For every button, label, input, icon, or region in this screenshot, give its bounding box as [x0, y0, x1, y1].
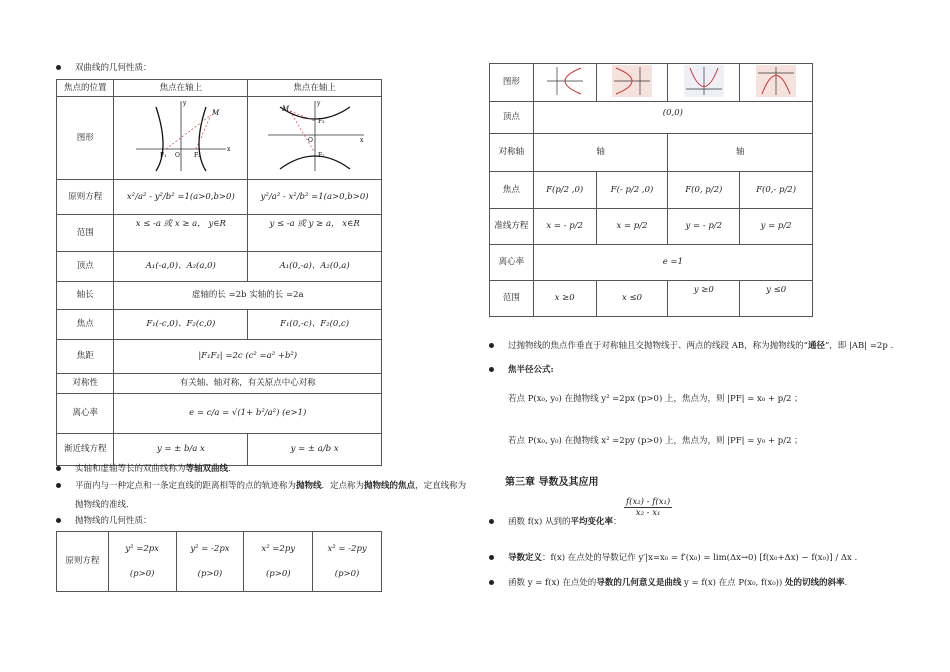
cell-range-label: 范围 [490, 281, 534, 317]
parabola-table [489, 63, 813, 317]
cell-focal-distance-label: 焦距 [57, 340, 114, 374]
label-F1: F₁ [159, 152, 167, 159]
bullet-geometric-meaning: 函数 y = f(x) 在点处的导数的几何意义是曲线 y = f(x) 在点 P(x₀, f(x₀)) 处的切线的斜率. [489, 577, 847, 589]
cell-focus-label: 焦点 [490, 172, 534, 209]
hyperbola-std-eq-y: y²/a² - x²/b² =1(a>0,b>0) [248, 180, 382, 215]
label-M: M [281, 105, 289, 113]
parabola-graph-left [596, 64, 668, 102]
parabola-graph-up [668, 64, 740, 102]
hyperbola-asymptote-x: y = ± b/a x [114, 434, 248, 466]
bullet-equilateral: 实轴和虚轴等长的双曲线称为等轴双曲线. [56, 463, 231, 475]
parabola-eq-down: x² = -2py (p>0) [313, 532, 382, 592]
parabola-range-right: x ≥0 [533, 281, 596, 317]
label-x: x [226, 146, 231, 153]
hyperbola-vertex-x: A₁(-a,0)、A₂(a,0) [114, 252, 248, 282]
hyperbola-asymptote-y: y = ± a/b x [248, 434, 382, 466]
hyperbola-symmetry: 有关轴、轴对称，有关原点中心对称 [114, 374, 382, 394]
bullet-dot-icon [56, 466, 61, 471]
bullet-dot-icon [489, 343, 494, 348]
hyperbola-focal-distance: |F₁F₂| =2c (c² =a² +b²) [114, 340, 382, 374]
cell-asymptote-label: 渐近线方程 [57, 434, 114, 466]
cell-range-label: 范围 [57, 215, 114, 252]
parabola-directrix-left: x = p/2 [596, 209, 668, 245]
parabola-focus-down: F(0,- p/2) [740, 172, 813, 209]
hyperbola-axis-length: 虚轴的长 =2b 实轴的长 =2a [114, 282, 382, 310]
label-M: M [211, 109, 219, 117]
hyperbola-x-figure [126, 97, 236, 175]
label-x: x [359, 137, 363, 144]
bullet-dot-icon [56, 65, 61, 70]
parabola-table-top [56, 531, 382, 592]
hyperbola-graph-x [114, 97, 248, 180]
focal-radius-formula-2: 若点 P(x₀, y₀) 在抛物线 x² =2py (p>0) 上，焦点为，则 |PF| = y₀ + p/2 ； [508, 436, 803, 446]
focal-radius-formula-1: 若点 P(x₀, y₀) 在抛物线 y² =2px (p>0) 上，焦点为，则 |PF| = x₀ + p/2 ； [508, 394, 803, 404]
parabola-right-figure [545, 65, 585, 97]
cell-symmetry-label: 对称轴 [490, 134, 534, 172]
hyperbola-focus-x: F₁(-c,0)、F₂(c,0) [114, 310, 248, 340]
label-O: O [307, 137, 313, 144]
hyperbola-table [56, 79, 382, 466]
label-y: y [316, 100, 320, 107]
cell-eccentricity-label: 离心率 [490, 245, 534, 281]
parabola-focus-right: F(p/2 ,0) [533, 172, 596, 209]
bullet-dot-icon [489, 580, 494, 585]
bullet-dot-icon [56, 518, 61, 523]
bullet-parabola-props: 抛物线的几何性质： [56, 515, 152, 527]
parabola-eccentricity: e =1 [533, 245, 812, 281]
cell-std-label: 原则方程 [57, 180, 114, 215]
cell-symmetry-label: 对称性 [57, 374, 114, 394]
parabola-graph-right [533, 64, 596, 102]
parabola-graph-down [740, 64, 813, 102]
parabola-eq-up: x² =2py (p>0) [244, 532, 313, 592]
bullet-avg-rate: 函数 f(x) 从到的平均变化率： [489, 516, 622, 528]
parabola-down-figure [756, 65, 796, 97]
label-F1: F₁ [317, 152, 325, 159]
bullet-focal-radius: 焦半径公式: [489, 364, 554, 376]
bullet-parabola-def: 平面内与一种定点和一条定直线的距离相等的点的轨迹称为抛物线．定点称为抛物线的焦点，定直线称为 [56, 480, 466, 492]
parabola-def-line2: 抛物线的准线． [75, 500, 135, 510]
cell-directrix-label: 准线方程 [490, 209, 534, 245]
bullet-latus-rectum: 过抛物线的焦点作垂直于对称轴且交抛物线于、两点的线段 AB，称为抛物线的“通径”，即 |AB| =2p . [489, 340, 893, 352]
cell-eccentricity-label: 离心率 [57, 394, 114, 434]
hyperbola-graph-y [248, 97, 382, 180]
cell-std-label: 原则方程 [57, 532, 109, 592]
label-F2: F₂ [317, 118, 325, 125]
parabola-eq-left: y² = -2px (p>0) [176, 532, 244, 592]
label-y: y [182, 100, 187, 107]
cell-focus-x: 焦点在轴上 [114, 80, 248, 97]
label-F2: F₂ [193, 152, 201, 159]
hyperbola-range-x: x ≤ -a 或 x ≥ a， y∈R [114, 215, 248, 252]
parabola-range-left: x ≤0 [596, 281, 668, 317]
cell-focus-y: 焦点在轴上 [248, 80, 382, 97]
parabola-up-figure [684, 65, 724, 97]
parabola-symmetry-y: 轴 [668, 134, 813, 172]
parabola-symmetry-x: 轴 [533, 134, 668, 172]
cell-graph-label: 图形 [57, 97, 114, 180]
cell-vertex-label: 顶点 [490, 102, 534, 134]
parabola-directrix-down: y = p/2 [740, 209, 813, 245]
parabola-directrix-right: x = - p/2 [533, 209, 596, 245]
hyperbola-vertex-y: A₁(0,-a)、A₂(0,a) [248, 252, 382, 282]
hyperbola-std-eq-x: x²/a² - y²/b² =1(a>0,b>0) [114, 180, 248, 215]
bullet-dot-icon [489, 519, 494, 524]
parabola-directrix-up: y = - p/2 [668, 209, 740, 245]
parabola-focus-left: F(- p/2 ,0) [596, 172, 668, 209]
parabola-range-up: y ≥0 [668, 281, 740, 317]
chapter-title: 第三章 导数及其应用 [505, 477, 599, 488]
hyperbola-range-y: y ≤ -a 或 y ≥ a， x∈R [248, 215, 382, 252]
hyperbola-y-figure [260, 97, 370, 175]
hyperbola-eccentricity: e = c/a = √(1+ b²/a²) (e>1) [114, 394, 382, 434]
label-O: O [174, 152, 180, 159]
cell-focus-position: 焦点的位置 [57, 80, 114, 97]
bullet-dot-icon [489, 367, 494, 372]
parabola-left-figure [612, 65, 652, 97]
bullet-derivative-def: 导数定义：f(x) 在点处的导数记作 y′|x=x₀ = f′(x₀) = lim(Δx→0) [f(x₀+Δx) − f(x₀)] / Δx . [489, 552, 857, 564]
avg-rate-fraction: $\frac{\text{f(x₂) - f(x₁)}}{\text{x₂ - x₁}}$ [626, 497, 671, 518]
cell-graph-label: 图形 [490, 64, 534, 102]
parabola-eq-right: y² =2px (p>0) [108, 532, 176, 592]
parabola-focus-up: F(0, p/2) [668, 172, 740, 209]
hyperbola-focus-y: F₁(0,-c)、F₂(0,c) [248, 310, 382, 340]
cell-vertex-label: 顶点 [57, 252, 114, 282]
cell-focus-label: 焦点 [57, 310, 114, 340]
bullet-dot-icon [56, 483, 61, 488]
parabola-range-down: y ≤0 [740, 281, 813, 317]
bullet-dot-icon [489, 555, 494, 560]
cell-axis-label: 轴长 [57, 282, 114, 310]
bullet-hyperbola-props: 双曲线的几何性质： [56, 62, 152, 74]
parabola-vertex: (0,0) [533, 102, 812, 134]
